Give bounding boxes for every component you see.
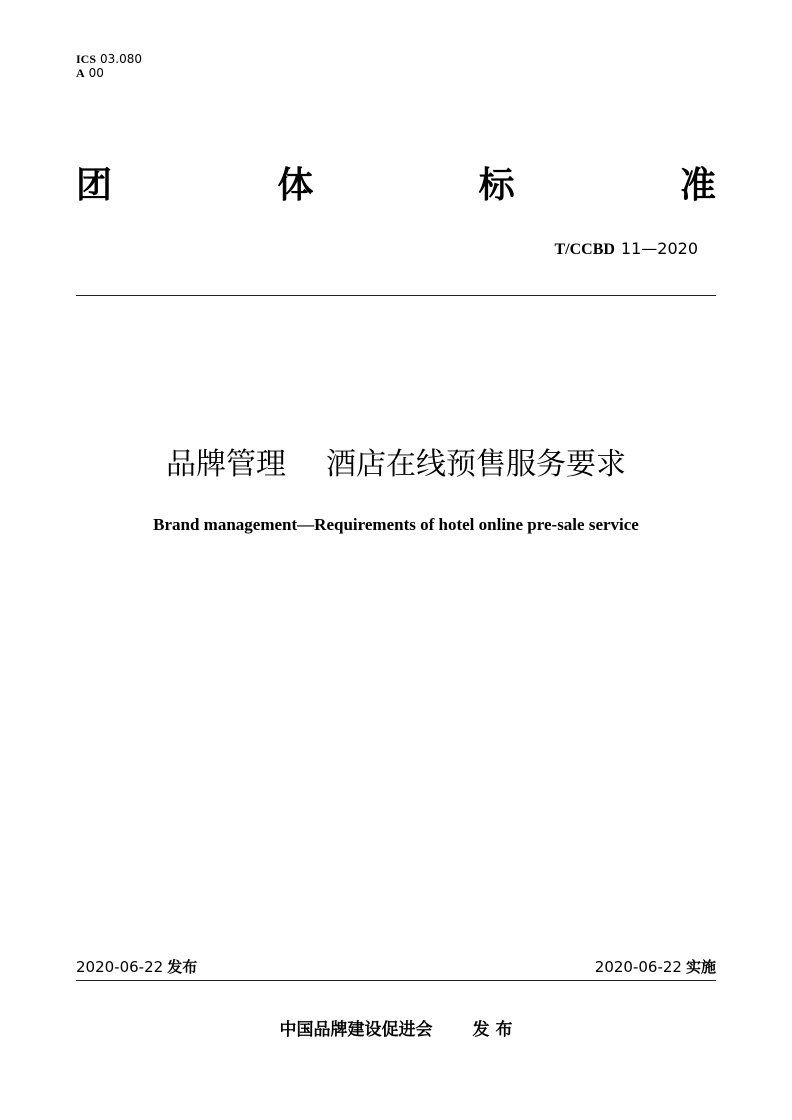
bottom-divider xyxy=(76,980,716,981)
classification-label: A xyxy=(76,66,85,80)
publisher-line xyxy=(0,1019,792,1041)
ics-label: ICS xyxy=(76,52,97,66)
standard-type-title xyxy=(76,160,716,212)
implement-date: 2020-06-22 xyxy=(594,958,682,976)
title-zh-part1: 品牌管理 xyxy=(166,447,286,482)
standard-type-char: 准 xyxy=(679,165,716,206)
implement-label: 实施 xyxy=(685,958,716,976)
standard-number-value: 11—2020 xyxy=(620,239,698,258)
implement-date-line xyxy=(595,957,716,977)
issue-date-line xyxy=(76,957,197,977)
standard-number xyxy=(554,238,698,261)
classification-code-line xyxy=(76,66,104,80)
top-divider xyxy=(76,295,716,296)
classification-code: 00 xyxy=(88,66,104,80)
standard-type-char: 标 xyxy=(478,165,515,206)
publisher-action: 发 布 xyxy=(472,1020,513,1040)
standard-type-char: 团 xyxy=(76,165,113,206)
issue-label: 发布 xyxy=(167,958,198,976)
issue-date: 2020-06-22 xyxy=(76,958,164,976)
standard-number-prefix: T/CCBD xyxy=(554,241,615,258)
ics-code: 03.080 xyxy=(100,52,143,66)
standard-type-char: 体 xyxy=(277,165,314,206)
title-zh-part2: 酒店在线预售服务要求 xyxy=(326,447,626,482)
publisher-name: 中国品牌建设促进会 xyxy=(279,1020,433,1040)
document-title-en: Brand management—Requirements of hotel online pre-sale service xyxy=(153,515,639,534)
document-title-zh xyxy=(0,444,792,486)
ics-code-line xyxy=(76,52,142,66)
